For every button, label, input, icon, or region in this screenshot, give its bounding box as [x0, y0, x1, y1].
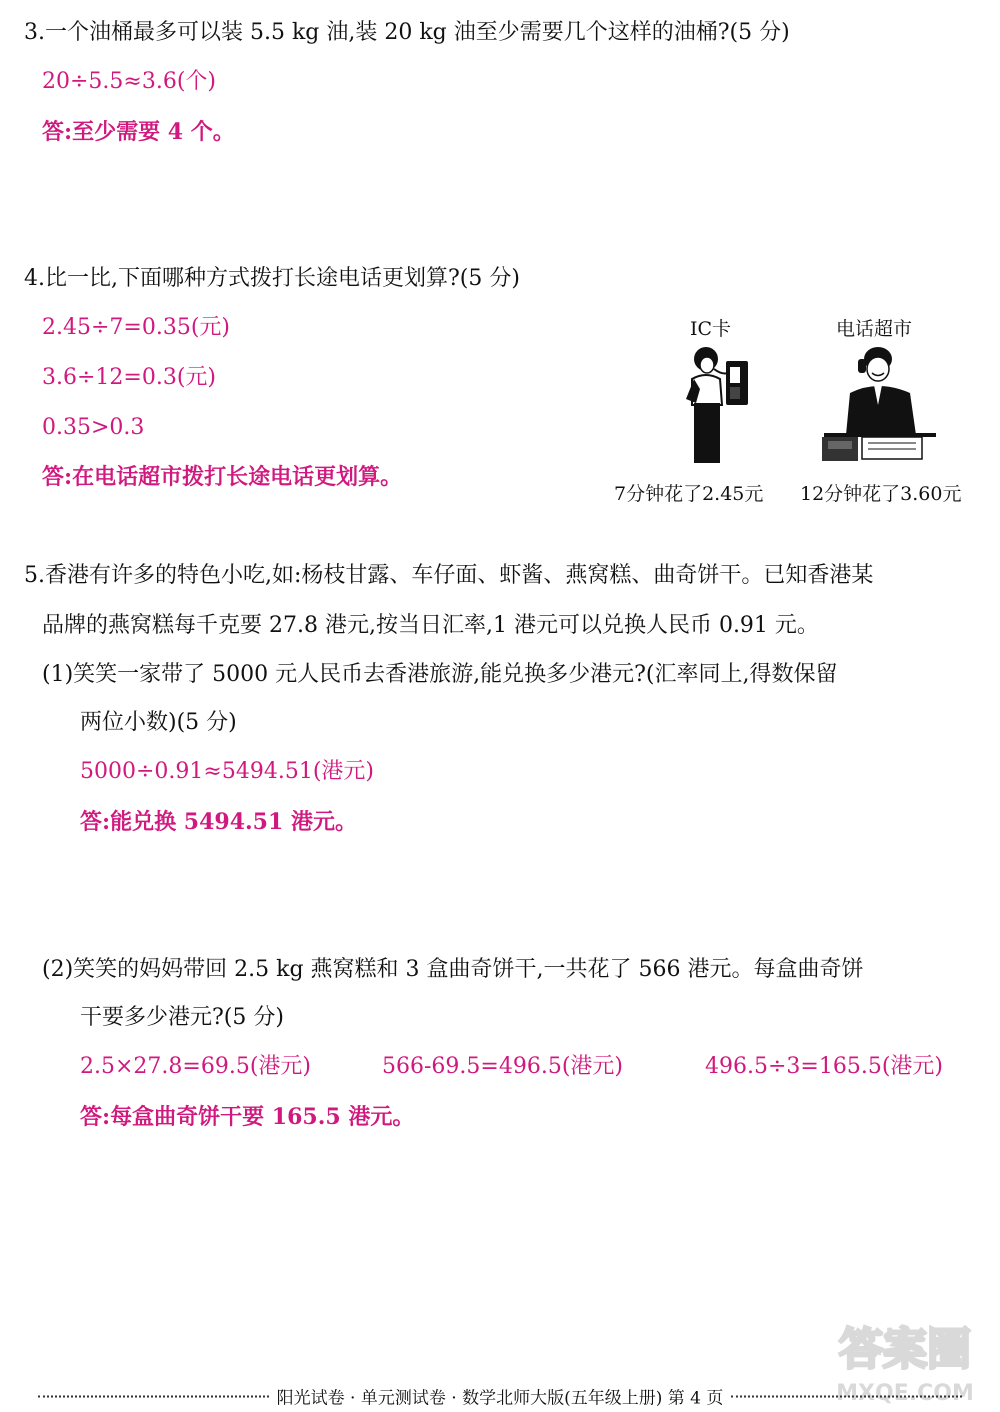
q4-calc-1: 2.45÷7=0.35(元)	[42, 315, 230, 340]
phone-market-caption: 12分钟花了3.60元	[800, 483, 962, 505]
q5-part1-line-2: 两位小数)(5 分)	[80, 710, 237, 735]
q5-part2-calc-2: 566-69.5=496.5(港元)	[382, 1054, 623, 1079]
q3-calc: 20÷5.5≈3.6(个)	[42, 69, 217, 94]
q5-part2-line-2: 干要多少港元?(5 分)	[80, 1005, 284, 1030]
q4-calc-3: 0.35>0.3	[42, 415, 145, 440]
q5-part1-answer: 答:能兑换 5494.51 港元。	[80, 809, 357, 835]
footer-dots-left	[38, 1395, 269, 1397]
q5-part1-line-1: (1)笑笑一家带了 5000 元人民币去香港旅游,能兑换多少港元?(汇率同上,得数保留	[42, 662, 838, 687]
q5-part2-answer: 答:每盒曲奇饼干要 165.5 港元。	[80, 1104, 415, 1130]
q5-question-line-2: 品牌的燕窝糕每千克要 27.8 港元,按当日汇率,1 港元可以兑换人民币 0.91 元。	[42, 613, 819, 638]
footer-dots-right	[731, 1395, 962, 1397]
q5-part2-calc-1: 2.5×27.8=69.5(港元)	[80, 1054, 311, 1079]
svg-text:MXQE.COM: MXQE.COM	[836, 1381, 974, 1406]
ic-card-caption: 7分钟花了2.45元	[614, 483, 764, 505]
q4-answer: 答:在电话超市拨打长途电话更划算。	[42, 464, 403, 490]
phone-market-label: 电话超市	[836, 318, 913, 340]
phone-booth-caller-figure	[670, 345, 760, 465]
page-footer	[38, 1384, 962, 1409]
q5-part1-calc: 5000÷0.91≈5494.51(港元)	[80, 759, 374, 784]
q3-answer: 答:至少需要 4 个。	[42, 119, 235, 145]
q4-calc-2: 3.6÷12=0.3(元)	[42, 365, 217, 390]
q3-question: 3.一个油桶最多可以装 5.5 kg 油,装 20 kg 油至少需要几个这样的油桶?(5 分)	[24, 20, 790, 45]
ic-card-label: IC卡	[690, 318, 732, 340]
q5-question-line-1: 5.香港有许多的特色小吃,如:杨枝甘露、车仔面、虾酱、燕窝糕、曲奇饼干。已知香港某	[24, 563, 874, 588]
q4-question: 4.比一比,下面哪种方式拨打长途电话更划算?(5 分)	[24, 266, 520, 291]
q5-part2-line-1: (2)笑笑的妈妈带回 2.5 kg 燕窝糕和 3 盒曲奇饼干,一共花了 566 港元。每盒曲奇饼	[42, 957, 864, 982]
footer-text: 阳光试卷 · 单元测试卷 · 数学北师大版(五年级上册) 第 4 页	[276, 1388, 724, 1409]
q5-part2-calc-3: 496.5÷3=165.5(港元)	[705, 1054, 943, 1079]
svg-text:答案圈: 答案圈	[839, 1324, 971, 1375]
desk-phone-caller-figure	[820, 345, 940, 465]
